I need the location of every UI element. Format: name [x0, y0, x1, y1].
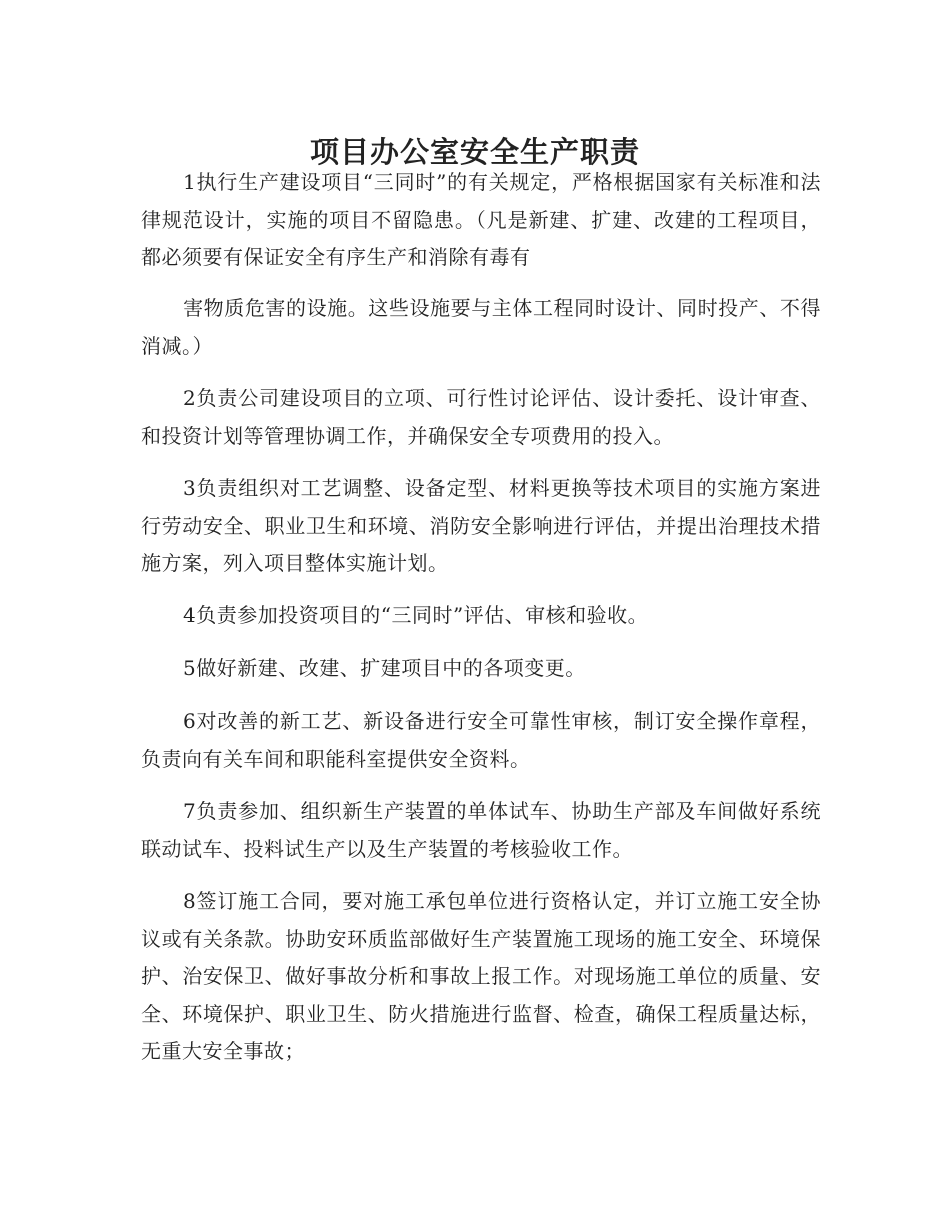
paragraph-7-text: 7负责参加、组织新生产装置的单体试车、协助生产部及车间做好系统联动试车、投料试生产以及生产装置的考核验收工作。	[141, 799, 821, 861]
paragraph-1-text: 1执行生产建设项目“三同时”的有关规定，严格根据国家有关标准和法律规范设计，实施的项目不留隐患。（凡是新建、扩建、改建的工程项目，都必须要有保证安全有序生产和消除有毒有	[141, 170, 821, 269]
paragraph-1-continued-text: 害物质危害的设施。这些设施要与主体工程同时设计、同时投产、不得消减。）	[141, 296, 821, 358]
paragraph-1-continued	[141, 290, 821, 365]
paragraph-2	[141, 380, 821, 455]
paragraph-4-text: 4负责参加投资项目的“三同时”评估、审核和验收。	[183, 603, 649, 627]
document-title: 项目办公室安全生产职责	[309, 135, 640, 170]
paragraph-3-text: 3负责组织对工艺调整、设备定型、材料更换等技术项目的实施方案进行劳动安全、职业卫生和环境、消防安全影响进行评估，并提出治理技术措施方案，列入项目整体实施计划。	[141, 476, 821, 575]
paragraph-2-text: 2负责公司建设项目的立项、可行性讨论评估、设计委托、设计审查、和投资计划等管理协调工作，并确保安全专项费用的投入。	[141, 386, 821, 448]
paragraph-8-text: 8签订施工合同，要对施工承包单位进行资格认定，并订立施工安全协议或有关条款。协助安环质监部做好生产装置施工现场的施工安全、环境保护、治安保卫、做好事故分析和事故上报工作。对现场施工单位的质量、安全、环境保护、职业卫生、防火措施进行监督、检查，确保工程质量达标，无重大安全事故；	[141, 889, 821, 1063]
paragraph-4	[141, 597, 821, 635]
paragraph-6	[141, 703, 821, 778]
paragraph-6-text: 6对改善的新工艺、新设备进行安全可靠性审核，制订安全操作章程，负责向有关车间和职能科室提供安全资料。	[141, 709, 821, 771]
paragraph-1	[141, 164, 821, 277]
paragraph-5-text: 5做好新建、改建、扩建项目中的各项变更。	[183, 656, 586, 680]
paragraph-7	[141, 793, 821, 868]
paragraph-8	[141, 883, 821, 1071]
paragraph-3	[141, 470, 821, 583]
paragraph-5	[141, 650, 821, 688]
